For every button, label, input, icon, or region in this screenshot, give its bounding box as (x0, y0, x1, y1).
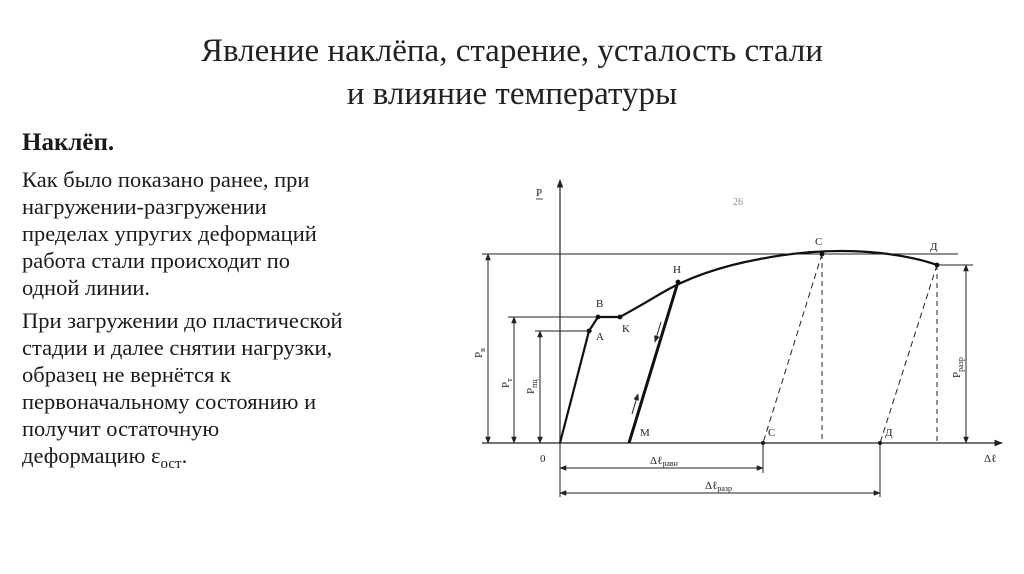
label-h: H (673, 264, 681, 276)
unloading-arrow-up (632, 394, 638, 414)
pt-label-main: P (500, 381, 512, 388)
point-a (587, 329, 592, 334)
paragraph-1-line: нагружении-разгружении (22, 194, 267, 219)
dl-ravn-label-main: Δℓ (650, 455, 663, 467)
paragraph-2-line: стадии и далее снятии нагрузки, (22, 335, 333, 360)
paragraph-2-line: получит остаточную (22, 416, 220, 441)
point-h (676, 280, 681, 285)
origin-label: 0 (540, 453, 546, 465)
point-b (596, 315, 601, 320)
section-heading: Наклёп. (22, 129, 115, 156)
x-axis-label: Δℓ (984, 453, 997, 465)
pt-label (500, 378, 514, 388)
paragraph-1-line: работа стали происходит по (22, 248, 291, 273)
y-axis-label: P (536, 187, 543, 199)
label-c: C (815, 236, 823, 248)
title-line-1: Явление наклёпа, старение, усталость стали (200, 33, 824, 69)
point-d (935, 263, 940, 268)
label-m: M (640, 427, 650, 439)
paragraph-2-line: первоначальному состоянию и (22, 389, 317, 414)
label-a: A (596, 331, 604, 343)
d-unloading-line (880, 265, 937, 443)
pv-label-main: P (473, 351, 485, 358)
dl-razr-label (705, 480, 732, 493)
prazr-label-sub: разр (956, 357, 965, 372)
label-d-base: Д (885, 427, 893, 439)
prazr-label (951, 357, 965, 378)
paragraph-2-last-suffix: . (181, 443, 188, 468)
ppc-label-main: P (525, 387, 537, 394)
point-k (618, 315, 623, 320)
paragraph-2-line: При загружении до пластической (22, 308, 343, 333)
label-c-base: C (768, 427, 776, 439)
prazr-label-main: P (951, 371, 963, 378)
page-number: 26 (733, 197, 743, 208)
c-unloading-line (763, 254, 822, 443)
paragraph-1-line: одной линии. (22, 275, 151, 300)
paragraph-2-line: образец не вернётся к (22, 362, 231, 387)
pt-label-sub: т (505, 378, 514, 382)
point-c (820, 252, 825, 257)
dl-razr-label-sub: разр (717, 484, 733, 493)
ppc-label (525, 379, 539, 394)
label-k: K (622, 323, 630, 335)
pv-label (473, 348, 487, 358)
dl-ravn-label (650, 455, 679, 468)
paragraph-1-line: Как было показано ранее, при (22, 167, 310, 192)
paragraph-1-line: пределах упругих деформаций (22, 221, 317, 246)
label-b: B (596, 298, 604, 310)
paragraph-2-last-text: деформацию ε (22, 443, 161, 468)
epsilon-subscript: ост (160, 456, 182, 472)
pv-label-sub: в (478, 348, 487, 352)
ppc-label-sub: пц (530, 379, 539, 388)
stress-strain-curve (560, 251, 937, 443)
dl-ravn-label-sub: равн (662, 459, 678, 468)
title-line-2: и влияние температуры (346, 76, 678, 112)
dl-razr-label-main: Δℓ (705, 480, 718, 492)
label-d: Д (930, 241, 938, 253)
unloading-line-hm (629, 282, 678, 443)
